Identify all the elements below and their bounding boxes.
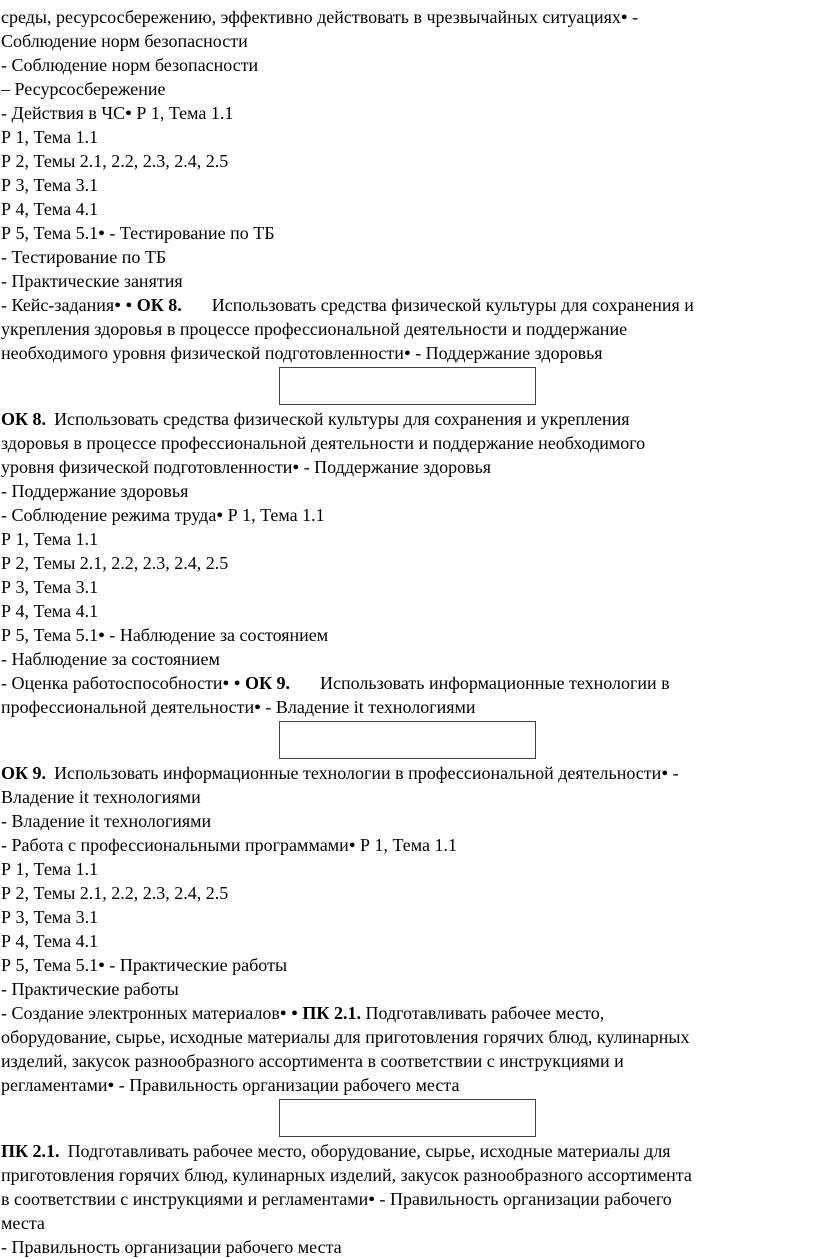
text-run: места <box>1 1213 45 1233</box>
text-line <box>1 575 814 599</box>
text-line <box>1 809 814 833</box>
text-line <box>1 1187 814 1211</box>
text-run: - Соблюдение норм безопасности <box>1 55 259 75</box>
text-run: - Действия в ЧС● Р 1, Тема 1.1 <box>1 103 234 124</box>
text-run: - Владение it технологиями <box>1 811 212 831</box>
text-run: - Оценка работоспособности● ● <box>1 673 241 694</box>
text-line <box>1 479 814 503</box>
bullet-marker-icon: ● <box>661 767 669 779</box>
text-run: Р 5, Тема 5.1● - Тестирование по ТБ <box>1 223 275 244</box>
text-line <box>1 1001 814 1025</box>
text-run: Р 1, Тема 1.1 <box>1 529 99 549</box>
text-line <box>1 671 814 695</box>
bullet-marker-icon: ● <box>125 299 133 311</box>
text-line <box>1 125 814 149</box>
text-line <box>1 1073 814 1097</box>
bullet-marker-icon: ● <box>222 677 230 689</box>
competence-code: ПК 2.1. <box>1 1141 60 1161</box>
text-line <box>1 905 814 929</box>
text-line <box>1 341 814 365</box>
text-run: - Поддержание здоровья <box>1 481 189 501</box>
text-line <box>1 5 814 29</box>
text-line <box>1 953 814 977</box>
tab-space <box>60 1156 68 1157</box>
text-run: оборудование, сырье, исходные материалы для приготовления горячих блюд, кулинарных <box>1 1027 690 1047</box>
text-run: Р 3, Тема 3.1 <box>1 175 99 195</box>
text-line <box>1 77 814 101</box>
bullet-marker-icon: ● <box>254 701 261 713</box>
text-run: Подготавливать рабочее место, <box>360 1003 605 1024</box>
bullet-marker-icon: ● <box>620 11 628 23</box>
bullet-marker-icon: ● <box>279 1007 287 1019</box>
empty-placeholder-box <box>279 367 536 405</box>
text-line <box>1 149 814 173</box>
text-line <box>1 761 814 785</box>
text-run: Использовать информационные технологии в <box>320 673 670 694</box>
text-run: - Тестирование по ТБ <box>1 247 167 267</box>
text-line <box>1 503 814 527</box>
competence-code: ОК 9. <box>1 763 47 784</box>
text-run: среды, ресурсосбережению, эффективно действовать в чрезвычайных ситуациях● - <box>1 7 639 28</box>
text-line <box>1 293 814 317</box>
text-run: Подготавливать рабочее место, оборудование, сырье, исходные материалы для <box>67 1141 671 1161</box>
text-line <box>1 407 814 431</box>
text-line <box>1 1211 814 1235</box>
bullet-marker-icon: ● <box>98 227 105 239</box>
text-line <box>1 551 814 575</box>
empty-placeholder-box <box>279 1099 536 1137</box>
text-line <box>1 245 814 269</box>
text-run: приготовления горячих блюд, кулинарных изделий, закусок разнообразного ассортимента <box>1 1165 692 1185</box>
text-line <box>1 929 814 953</box>
text-line <box>1 599 814 623</box>
empty-placeholder-box <box>279 721 536 759</box>
text-run: Р 2, Темы 2.1, 2.2, 2.3, 2.4, 2.5 <box>1 883 229 903</box>
text-line <box>1 431 814 455</box>
text-run: Р 5, Тема 5.1● - Практические работы <box>1 955 288 976</box>
text-line <box>1 695 814 719</box>
competence-code: ОК 8. <box>1 409 47 429</box>
text-run: Р 1, Тема 1.1 <box>1 859 99 879</box>
text-line <box>1 1235 814 1259</box>
text-run: Р 5, Тема 5.1● - Наблюдение за состоянием <box>1 625 329 646</box>
text-run: изделий, закусок разнообразного ассортимента в соответствии с инструкциями и <box>1 1051 624 1071</box>
text-run: Р 4, Тема 4.1 <box>1 601 99 621</box>
text-line <box>1 101 814 125</box>
text-line <box>1 29 814 53</box>
text-line <box>1 623 814 647</box>
text-run: Р 2, Темы 2.1, 2.2, 2.3, 2.4, 2.5 <box>1 151 229 171</box>
text-run: Р 3, Тема 3.1 <box>1 907 99 927</box>
text-run: – Ресурсосбережение <box>1 79 166 99</box>
bullet-marker-icon: ● <box>216 509 224 521</box>
text-run: - Работа с профессиональными программами● Р 1, Тема 1.1 <box>1 835 458 856</box>
bullet-marker-icon: ● <box>107 1079 115 1091</box>
bullet-marker-icon: ● <box>114 299 121 311</box>
text-run: необходимого уровня физической подготовленности● - Поддержание здоровья <box>1 343 603 364</box>
text-run: - Наблюдение за состоянием <box>1 649 220 669</box>
text-run: - Практические занятия <box>1 271 183 291</box>
text-line <box>1 197 814 221</box>
tab-space <box>46 778 54 779</box>
text-run: здоровья в процессе профессиональной деятельности и поддержание необходимого <box>1 433 646 453</box>
text-run: Р 3, Тема 3.1 <box>1 577 99 597</box>
text-run: регламентами● - Правильность организации рабочего места <box>1 1075 460 1096</box>
competence-code: ОК 9. <box>244 673 291 694</box>
tab-space <box>182 310 212 311</box>
text-line <box>1 1163 814 1187</box>
competence-code: ОК 8. <box>136 295 182 316</box>
text-run: Р 4, Тема 4.1 <box>1 931 99 951</box>
text-run: - Практические работы <box>1 979 179 999</box>
text-line <box>1 647 814 671</box>
text-line <box>1 977 814 1001</box>
bullet-marker-icon: ● <box>233 677 241 689</box>
text-run: Р 4, Тема 4.1 <box>1 199 99 219</box>
text-run: Использовать средства физической культуры для сохранения и укрепления <box>54 409 630 429</box>
tab-space <box>46 424 54 425</box>
text-run: укрепления здоровья в процессе профессиональной деятельности и поддержание <box>1 319 628 339</box>
bullet-marker-icon: ● <box>98 959 105 971</box>
bullet-marker-icon: ● <box>98 629 105 641</box>
text-line <box>1 317 814 341</box>
text-line <box>1 833 814 857</box>
text-run: Использовать информационные технологии в профессиональной деятельности● - <box>54 763 679 784</box>
text-line <box>1 527 814 551</box>
bullet-marker-icon: ● <box>292 461 300 473</box>
text-run: - Правильность организации рабочего места <box>1 1237 342 1257</box>
text-run: - Соблюдение режима труда● Р 1, Тема 1.1 <box>1 505 325 526</box>
text-run: - Создание электронных материалов● ● <box>1 1003 298 1024</box>
text-line <box>1 53 814 77</box>
text-run: - Кейс-задания● ● <box>1 295 133 316</box>
text-line <box>1 1049 814 1073</box>
text-run: Владение it технологиями <box>1 787 201 807</box>
text-line <box>1 173 814 197</box>
tab-space <box>290 688 320 689</box>
text-run: Р 1, Тема 1.1 <box>1 127 99 147</box>
bullet-marker-icon: ● <box>403 347 411 359</box>
bullet-marker-icon: ● <box>348 839 356 851</box>
bullet-marker-icon: ● <box>368 1193 376 1205</box>
competence-code: ПК 2.1. <box>302 1003 361 1024</box>
text-line <box>1 857 814 881</box>
text-line <box>1 1025 814 1049</box>
text-line <box>1 269 814 293</box>
bullet-marker-icon: ● <box>125 107 132 119</box>
text-line <box>1 785 814 809</box>
text-run: Использовать средства физической культуры для сохранения и <box>211 295 694 316</box>
text-run: в соответствии с инструкциями и регламентами● - Правильность организации рабочего <box>1 1189 672 1210</box>
text-line <box>1 1139 814 1163</box>
bullet-marker-icon: ● <box>291 1007 298 1019</box>
text-run: Р 2, Темы 2.1, 2.2, 2.3, 2.4, 2.5 <box>1 553 229 573</box>
text-line <box>1 221 814 245</box>
text-line <box>1 455 814 479</box>
text-run: уровня физической подготовленности● - Поддержание здоровья <box>1 457 492 478</box>
text-line <box>1 881 814 905</box>
text-run: профессиональной деятельности● - Владение it технологиями <box>1 697 476 718</box>
text-run: Соблюдение норм безопасности <box>1 31 248 51</box>
